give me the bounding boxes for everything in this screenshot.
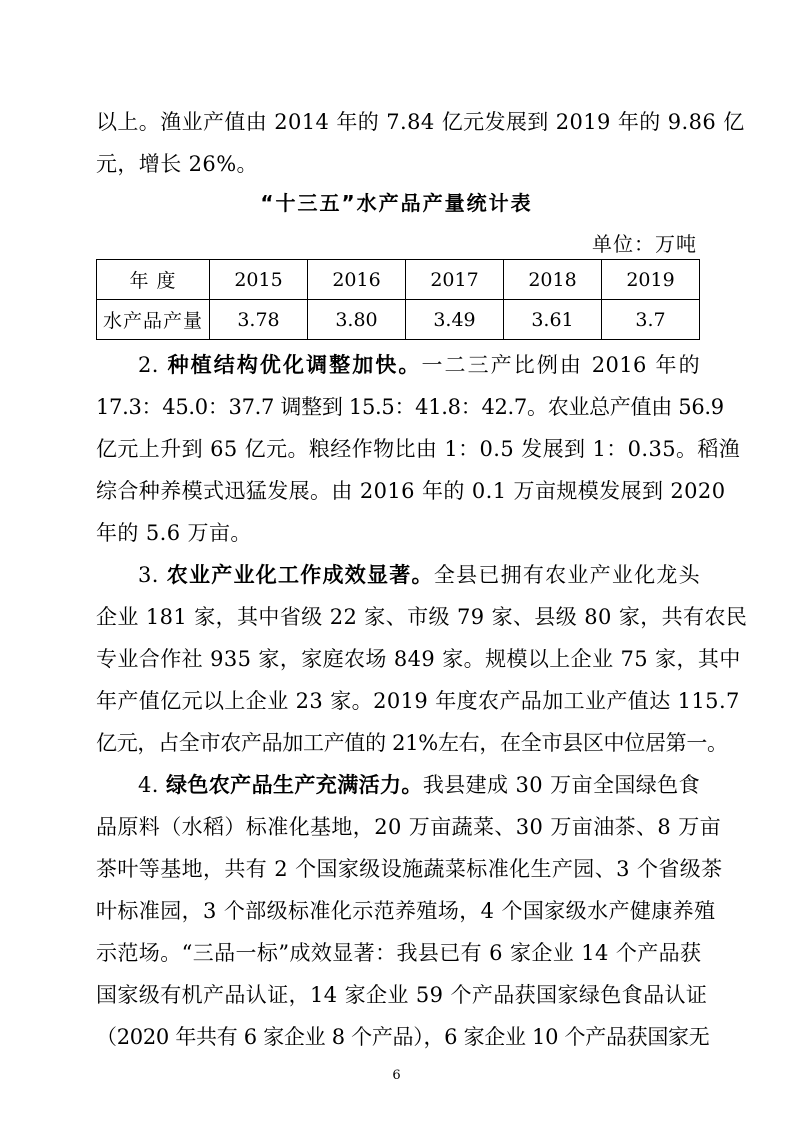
table-unit: 单位：万吨 — [592, 232, 697, 256]
year-cell: 2016 — [308, 260, 406, 300]
section-text: 全县已拥有农业产业化龙头 — [433, 563, 700, 587]
row-label-cell: 水产品产量 — [97, 300, 210, 340]
table-header-row — [97, 260, 700, 300]
section-number: 4. — [138, 773, 159, 797]
section-text: 一二三产比例由 2016 年的 — [421, 353, 701, 377]
aquatic-output-table — [96, 259, 700, 340]
value-cell: 3.61 — [504, 300, 602, 340]
table-data-row — [97, 300, 700, 340]
section-2-line: 17.3：45.0：37.7 调整到 15.5：41.8：42.7。农业总产值由 56.9 — [96, 395, 724, 419]
intro-line-1: 以上。渔业产值由 2014 年的 7.84 亿元发展到 2019 年的 9.86 亿 — [96, 110, 745, 134]
section-3-line: 年产值亿元以上企业 23 家。2019 年度农产品加工业产值达 115.7 — [96, 689, 740, 713]
value-cell: 3.78 — [210, 300, 308, 340]
section-4-line: 叶标准园，3 个部级标准化示范养殖场，4 个国家级水产健康养殖 — [96, 899, 716, 923]
year-cell: 2018 — [504, 260, 602, 300]
value-cell: 3.49 — [406, 300, 504, 340]
page-number: 6 — [392, 1068, 401, 1083]
header-label-cell: 年 度 — [97, 260, 210, 300]
section-heading: 绿色农产品生产充满活力。 — [165, 772, 423, 797]
section-3-first-line — [138, 563, 700, 587]
section-2-line: 年的 5.6 万亩。 — [96, 521, 252, 545]
value-cell: 3.7 — [602, 300, 700, 340]
section-3-line: 专业合作社 935 家，家庭农场 849 家。规模以上企业 75 家，其中 — [96, 647, 741, 671]
section-3-line: 企业 181 家，其中省级 22 家、市级 79 家、县级 80 家，共有农民 — [96, 605, 748, 629]
section-4-line: 国家级有机产品认证，14 家企业 59 个产品获国家绿色食品认证 — [96, 983, 708, 1007]
section-heading: 农业产业化工作成效显著。 — [166, 562, 434, 587]
intro-line-2: 元，增长 26%。 — [96, 152, 258, 176]
value-cell: 3.80 — [308, 300, 406, 340]
section-number: 2. — [138, 353, 159, 377]
section-3-line: 亿元，占全市农产品加工产值的 21%左右，在全市县区中位居第一。 — [96, 731, 728, 755]
table-title: “十三五”水产品产量统计表 — [260, 191, 533, 215]
year-cell: 2017 — [406, 260, 504, 300]
section-2-first-line — [138, 353, 700, 377]
year-cell: 2019 — [602, 260, 700, 300]
section-2-line: 亿元上升到 65 亿元。粮经作物比由 1：0.5 发展到 1：0.35。稻渔 — [96, 437, 741, 461]
section-4-first-line — [138, 773, 700, 797]
section-2-line: 综合种养模式迅猛发展。由 2016 年的 0.1 万亩规模发展到 2020 — [96, 479, 726, 503]
section-4-line: 示范场。“三品一标”成效显著：我县已有 6 家企业 14 个产品获 — [96, 941, 702, 965]
section-4-line: 品原料（水稻）标准化基地，20 万亩蔬菜、30 万亩油茶、8 万亩 — [96, 815, 722, 839]
section-text: 我县建成 30 万亩全国绿色食 — [422, 773, 700, 797]
year-cell: 2015 — [210, 260, 308, 300]
section-4-line: 茶叶等基地，共有 2 个国家级设施蔬菜标准化生产园、3 个省级茶 — [96, 857, 723, 881]
section-4-line: （2020 年共有 6 家企业 8 个产品），6 家企业 10 个产品获国家无 — [96, 1025, 710, 1049]
section-heading: 种植结构优化调整加快。 — [167, 352, 422, 377]
section-number: 3. — [138, 563, 159, 587]
